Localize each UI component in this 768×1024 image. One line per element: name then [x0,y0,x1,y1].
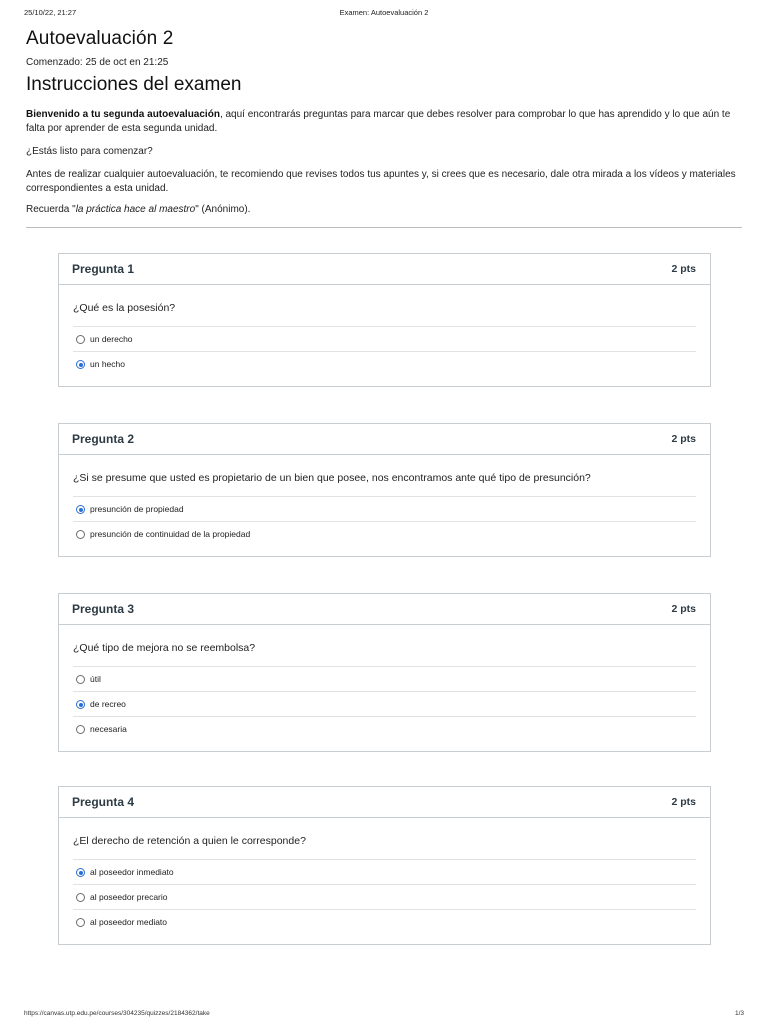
question-text: ¿El derecho de retención a quien le corresponde? [73,835,306,847]
question-points: 2 pts [671,796,696,808]
radio-button[interactable] [76,530,85,539]
answer-label[interactable]: al poseedor inmediato [90,867,174,877]
question-body [59,625,710,751]
question-card-1 [58,253,711,387]
question-body [59,818,710,944]
answer-label[interactable]: un hecho [90,359,125,369]
intro-rest: , aquí encontrarás preguntas para marcar que debes resolver para comprobar lo que has aprendido y lo que aún te falta por aprender de esta segunda unidad. [26,109,731,134]
quiz-intro [26,24,742,228]
answer-option[interactable] [73,910,696,935]
radio-button[interactable] [76,918,85,927]
answer-list [73,859,696,935]
question-name: Pregunta 1 [72,262,135,276]
question-body [59,455,710,556]
answer-list [73,666,696,742]
radio-button[interactable] [76,700,85,709]
answer-label[interactable]: útil [90,674,101,684]
radio-button[interactable] [76,335,85,344]
radio-button[interactable] [76,868,85,877]
question-body [59,285,710,386]
divider [26,227,742,228]
radio-button[interactable] [76,675,85,684]
question-text: ¿Qué es la posesión? [73,302,176,314]
answer-option[interactable] [73,717,696,742]
page-number: 1/3 [734,1010,744,1017]
advice-paragraph: Antes de realizar cualquier autoevaluación, te recomiendo que revises todos tus apuntes y, si crees que es necesario, dale otra mirada a los vídeos y materiales correspondientes a esta unidad. [26,169,736,194]
answer-label[interactable]: presunción de continuidad de la propiedad [90,529,251,539]
quote-prefix: Recuerda " [26,204,76,215]
question-card-2 [58,423,711,557]
question-text: ¿Si se presume que usted es propietario de un bien que posee, nos encontramos ante qué tipo de presunción? [73,472,591,484]
question-text: ¿Qué tipo de mejora no se reembolsa? [73,642,256,654]
print-date: 25/10/22, 21:27 [24,8,77,17]
answer-option[interactable] [73,885,696,910]
answer-list [73,326,696,377]
answer-option[interactable] [73,352,696,377]
answer-label[interactable]: al poseedor mediato [90,917,168,927]
quote-paragraph [26,203,742,217]
answer-option[interactable] [73,327,696,352]
question-name: Pregunta 2 [72,432,135,446]
quote-italic: la práctica hace al maestro [75,204,196,215]
intro-bold: Bienvenido a tu segunda autoevaluación [26,109,220,120]
print-doc-title: Examen: Autoevaluación 2 [339,8,429,17]
answer-label[interactable]: un derecho [90,334,133,344]
intro-paragraph [26,108,742,136]
question-points: 2 pts [671,603,696,615]
question-card-4 [58,786,711,945]
answer-option[interactable] [73,692,696,717]
page-url: https://canvas.utp.edu.pe/courses/304235/quizzes/2184362/take [24,1010,210,1017]
answer-label[interactable]: presunción de propiedad [90,504,184,514]
question-header [59,594,710,625]
question-points: 2 pts [671,433,696,445]
question-points: 2 pts [671,263,696,275]
answer-option[interactable] [73,667,696,692]
page-title: Autoevaluación 2 [26,28,174,49]
question-name: Pregunta 3 [72,602,135,616]
question-header [59,787,710,818]
quote-suffix: " (Anónimo). [195,204,251,215]
radio-button[interactable] [76,725,85,734]
radio-button[interactable] [76,505,85,514]
answer-option[interactable] [73,522,696,547]
radio-button[interactable] [76,360,85,369]
question-header [59,254,710,285]
question-header [59,424,710,455]
answer-list [73,496,696,547]
started-timestamp: Comenzado: 25 de oct en 21:25 [26,57,169,68]
answer-label[interactable]: de recreo [90,699,126,709]
answer-option[interactable] [73,860,696,885]
radio-button[interactable] [76,893,85,902]
answer-option[interactable] [73,497,696,522]
answer-label[interactable]: al poseedor precario [90,892,168,902]
question-name: Pregunta 4 [72,795,135,809]
ready-paragraph: ¿Estás listo para comenzar? [26,146,153,157]
question-card-3 [58,593,711,752]
instructions-heading: Instrucciones del examen [26,74,242,95]
answer-label[interactable]: necesaria [90,724,127,734]
print-header [24,8,744,22]
